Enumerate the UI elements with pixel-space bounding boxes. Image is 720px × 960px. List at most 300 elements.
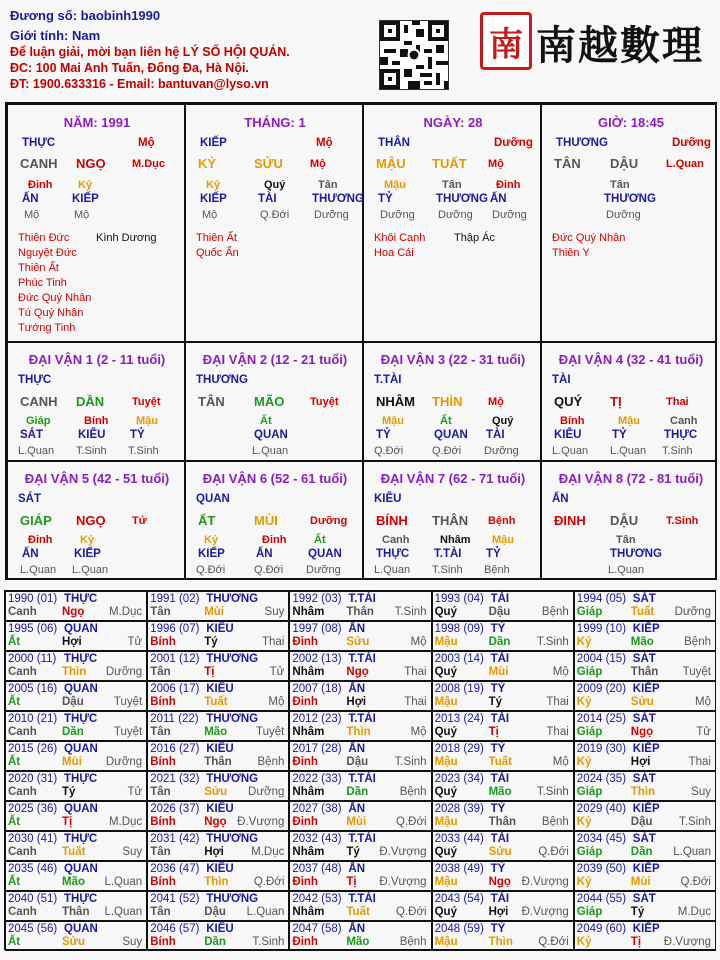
year-god: THỰC: [64, 653, 98, 665]
hidden-status: Mộ: [24, 209, 40, 221]
year-status: M.Dục: [108, 816, 143, 828]
year-god: KIÊU: [206, 803, 234, 815]
year-cell: [289, 801, 431, 831]
year-stem: Đinh: [292, 876, 318, 888]
pillar-god-status: Mộ: [316, 137, 333, 149]
year-cell: [147, 651, 289, 681]
year-cell: [147, 741, 289, 771]
year-branch: Ngọ: [488, 876, 511, 888]
year-status: L.Quan: [673, 846, 711, 858]
year-status: Suy: [691, 786, 711, 798]
year-god: TÀI: [490, 653, 510, 665]
year-branch: Dậu: [630, 816, 653, 828]
dai-van-god: QUAN: [196, 493, 230, 505]
dai-van-title: ĐẠI VẬN 3 (22 - 31 tuổi): [380, 352, 526, 367]
year-stem: Ất: [8, 696, 21, 708]
year-branch: Sửu: [346, 636, 370, 648]
year-label: 1995 (06): [8, 623, 58, 635]
year-stem: Kỷ: [576, 816, 592, 828]
year-status: Tử: [127, 636, 143, 648]
star-name: Kình Dương: [96, 232, 157, 244]
year-god: KIẾP: [632, 863, 660, 875]
dai-van-hidden-god: QUAN: [254, 429, 288, 441]
dai-van-title: ĐẠI VẬN 7 (62 - 71 tuổi): [380, 471, 526, 486]
pillar-cell: [185, 104, 363, 342]
pillar-title: THÁNG: 1: [244, 115, 306, 130]
year-cell: [432, 861, 574, 891]
year-status: Dưỡng: [105, 666, 143, 678]
year-stem: Bính: [150, 876, 176, 888]
year-status: T.Sinh: [536, 636, 569, 648]
year-stem: Quý: [434, 786, 457, 798]
year-cell: [5, 921, 147, 951]
dai-van-hidden-status: Dưỡng: [484, 445, 519, 457]
year-god: THƯƠNG: [206, 593, 259, 605]
dai-van-hidden-status: T.Sinh: [128, 445, 159, 457]
year-god: QUAN: [64, 803, 98, 815]
year-label: 2010 (21): [8, 713, 58, 725]
year-label: 1992 (03): [292, 593, 342, 605]
dai-van-hidden-god: KIẾP: [198, 548, 225, 560]
dai-van-hidden-god: ẤN: [22, 548, 39, 560]
year-stem: Tân: [150, 666, 171, 678]
year-stem: Ất: [8, 756, 21, 768]
year-branch: Ngọ: [62, 606, 85, 618]
dai-van-hidden-god: THƯƠNG: [610, 548, 662, 560]
year-stem: Ất: [8, 636, 21, 648]
hidden-status: Mộ: [74, 209, 90, 221]
year-cell: [574, 891, 716, 921]
year-cell: [147, 771, 289, 801]
year-god: T.TÀI: [348, 773, 376, 785]
branch-status: Mộ: [310, 158, 326, 170]
year-status: Bệnh: [684, 636, 711, 648]
year-cell: [432, 831, 574, 861]
year-table: [4, 590, 716, 950]
year-branch: Thân: [204, 756, 232, 768]
hidden-god: ẤN: [22, 193, 39, 205]
dai-van-cell: [363, 461, 541, 580]
branch-status: M.Dục: [132, 158, 165, 170]
year-branch: Tý: [204, 636, 218, 648]
year-god: KIẾP: [632, 743, 660, 755]
year-status: Đ.Vượng: [379, 846, 427, 858]
year-label: 2024 (35): [576, 773, 627, 785]
dai-van-stem: NHÂM: [376, 394, 415, 409]
dai-van-hidden-stem: Kỷ: [80, 534, 95, 546]
dai-van-hidden-stem: Ất: [260, 415, 272, 427]
year-cell: [5, 651, 147, 681]
year-label: 1990 (01): [8, 593, 58, 605]
pillar-god-status: Dưỡng: [672, 137, 711, 149]
year-status: Mộ: [410, 636, 427, 648]
year-cell: [5, 711, 147, 741]
dai-van-hidden-stem: Canh: [382, 534, 410, 546]
year-cell: [147, 711, 289, 741]
dai-van-hidden-stem: Đinh: [262, 534, 287, 546]
year-label: 2003 (14): [434, 653, 484, 665]
year-cell: [574, 831, 716, 861]
pillar-title: GIỜ: 18:45: [597, 115, 664, 130]
year-stem: Tân: [150, 606, 171, 618]
year-cell: [5, 591, 147, 621]
hidden-status: Dưỡng: [438, 209, 473, 221]
contact-line: Để luận giải, mời bạn liên hệ LÝ SỐ HỘI QUÁN.: [10, 45, 290, 59]
year-branch: Dần: [488, 636, 511, 648]
year-god: SÁT: [632, 833, 656, 845]
heavenly-stem: CANH: [20, 156, 58, 171]
year-cell: [574, 771, 716, 801]
dai-van-status: Mộ: [488, 396, 504, 408]
year-god: TÀI: [490, 893, 510, 905]
hidden-stem: Kỷ: [206, 179, 221, 191]
year-status: Bệnh: [399, 936, 427, 948]
star-name: Thiên Y: [552, 247, 590, 259]
year-status: T.Sinh: [679, 816, 711, 828]
star-name: Thiên Ất: [18, 262, 59, 274]
year-cell: [5, 861, 147, 891]
star-name: Đức Quý Nhân: [552, 232, 626, 244]
dai-van-cell: [185, 461, 363, 580]
dai-van-hidden-status: Q.Đới: [254, 564, 284, 576]
year-branch: Mão: [346, 936, 370, 948]
year-god: SÁT: [632, 653, 656, 665]
year-branch: Thìn: [346, 726, 371, 738]
year-cell: [574, 681, 716, 711]
year-label: 2036 (47): [150, 863, 200, 875]
year-stem: Bính: [150, 936, 176, 948]
year-god: TÀI: [490, 833, 510, 845]
year-status: Suy: [122, 846, 143, 858]
dai-van-hidden-stem: Bính: [560, 415, 585, 427]
year-cell: [432, 651, 574, 681]
year-stem: Mậu: [434, 936, 458, 948]
dai-van-hidden-god: QUAN: [434, 429, 468, 441]
year-stem: Giáp: [576, 726, 603, 738]
dai-van-cell: [541, 461, 717, 580]
year-stem: Giáp: [576, 846, 603, 858]
year-stem: Bính: [150, 636, 176, 648]
year-label: 2021 (32): [150, 773, 200, 785]
year-stem: Quý: [434, 906, 457, 918]
hidden-god: THƯƠNG: [312, 193, 364, 205]
dai-van-status: Bệnh: [488, 515, 516, 527]
year-branch: Mùi: [62, 756, 82, 768]
dai-van-status: Tuyệt: [310, 396, 339, 408]
year-status: Mộ: [695, 696, 711, 708]
star-name: Đức Quý Nhân: [18, 292, 92, 304]
year-branch: Tuất: [204, 696, 228, 708]
year-branch: Mùi: [488, 666, 509, 678]
year-status: Tử: [127, 786, 143, 798]
year-cell: [289, 591, 431, 621]
year-label: 2045 (56): [8, 923, 58, 935]
year-status: Mộ: [552, 666, 569, 678]
year-status: Tuyệt: [256, 726, 285, 738]
year-status: L.Quan: [246, 906, 285, 918]
year-label: 2033 (44): [434, 833, 484, 845]
year-stem: Tân: [150, 726, 171, 738]
year-branch: Thìn: [630, 786, 656, 798]
dai-van-hidden-stem: Bính: [84, 415, 109, 427]
year-god: QUAN: [64, 623, 98, 635]
year-stem: Mậu: [434, 816, 458, 828]
dai-van-branch: TỊ: [610, 394, 622, 409]
year-stem: Tân: [150, 906, 171, 918]
year-label: 2040 (51): [8, 893, 58, 905]
year-branch: Thân: [346, 606, 374, 618]
year-branch: Dần: [62, 726, 84, 738]
year-status: Bệnh: [541, 606, 569, 618]
year-status: T.Sinh: [252, 936, 285, 948]
year-cell: [147, 591, 289, 621]
year-stem: Nhâm: [292, 666, 325, 678]
year-stem: Quý: [434, 726, 457, 738]
dai-van-hidden-status: L.Quan: [552, 445, 589, 457]
year-label: 2028 (39): [434, 803, 484, 815]
year-status: M.Dục: [251, 846, 285, 858]
header-info: [10, 8, 290, 92]
year-branch: Sửu: [630, 696, 654, 708]
dai-van-cell: [185, 342, 363, 461]
dai-van-hidden-status: L.Quan: [20, 564, 57, 576]
dai-van-stem: TÂN: [198, 394, 225, 409]
dai-van-title: ĐẠI VẬN 2 (12 - 21 tuổi): [202, 352, 348, 367]
year-cell: [574, 711, 716, 741]
year-cell: [147, 681, 289, 711]
chart-grid: [5, 102, 717, 580]
dai-van-god: ẤN: [552, 493, 569, 505]
year-god: SÁT: [632, 713, 656, 725]
dai-van-branch: MÙI: [254, 513, 278, 528]
year-branch: Mùi: [346, 816, 367, 828]
year-label: 2030 (41): [8, 833, 58, 845]
dai-van-hidden-god: THỰC: [664, 429, 698, 441]
dai-van-hidden-stem: Kỷ: [204, 534, 219, 546]
year-status: M.Dục: [108, 606, 143, 618]
pillar-god: THƯƠNG: [556, 137, 608, 149]
year-label: 2018 (29): [434, 743, 484, 755]
dai-van-hidden-stem: Mậu: [492, 534, 514, 546]
year-god: TỶ: [490, 743, 506, 755]
year-god: TÀI: [490, 593, 510, 605]
year-status: Tuyệt: [682, 666, 711, 678]
year-status: Mộ: [410, 726, 427, 738]
year-god: TÀI: [490, 773, 510, 785]
year-cell: [5, 741, 147, 771]
year-branch: Tý: [488, 696, 503, 708]
dai-van-hidden-stem: Mậu: [382, 415, 404, 427]
hidden-god: KIẾP: [72, 193, 99, 205]
year-god: T.TÀI: [348, 653, 376, 665]
year-status: Q.Đới: [253, 876, 285, 888]
year-branch: Tuất: [488, 756, 513, 768]
year-label: 2017 (28): [292, 743, 342, 755]
dai-van-cell: [363, 342, 541, 461]
year-branch: Mão: [630, 636, 654, 648]
hidden-stem: Đinh: [28, 179, 53, 191]
pillar-title: NĂM: 1991: [63, 115, 131, 130]
year-branch: Mão: [488, 786, 512, 798]
dai-van-god: KIÊU: [374, 493, 402, 505]
year-status: T.Sinh: [536, 786, 569, 798]
year-status: L.Quan: [104, 906, 143, 918]
dai-van-hidden-stem: Quý: [492, 415, 514, 427]
dai-van-hidden-status: L.Quan: [374, 564, 411, 576]
qr-code-icon: [379, 20, 449, 90]
year-status: L.Quan: [104, 876, 143, 888]
star-name: Thập Ác: [454, 232, 495, 244]
year-stem: Ất: [8, 816, 21, 828]
pillar-god-status: Mộ: [138, 137, 155, 149]
year-cell: [432, 711, 574, 741]
year-stem: Kỷ: [576, 936, 592, 948]
hidden-stem: Kỷ: [78, 179, 93, 191]
earthly-branch: TUẤT: [432, 156, 467, 171]
year-god: KIÊU: [206, 743, 234, 755]
year-label: 2032 (43): [292, 833, 342, 845]
dai-van-hidden-god: SÁT: [20, 429, 43, 441]
year-cell: [5, 771, 147, 801]
year-label: 2005 (16): [8, 683, 58, 695]
year-label: 2004 (15): [576, 653, 627, 665]
year-branch: Tị: [204, 666, 215, 678]
year-label: 1999 (10): [576, 623, 627, 635]
year-status: Q.Đới: [396, 816, 427, 828]
year-cell: [289, 891, 431, 921]
year-cell: [289, 741, 431, 771]
year-branch: Thìn: [488, 936, 513, 948]
year-label: 1996 (07): [150, 623, 200, 635]
year-stem: Nhâm: [292, 606, 325, 618]
year-status: Mộ: [552, 756, 569, 768]
year-god: THỰC: [64, 773, 98, 785]
year-cell: [432, 741, 574, 771]
hidden-stem: Tân: [318, 179, 338, 191]
year-stem: Mậu: [434, 756, 458, 768]
year-label: 2011 (22): [150, 713, 199, 725]
year-god: KIÊU: [206, 683, 234, 695]
year-stem: Mậu: [434, 696, 458, 708]
year-god: KIẾP: [632, 683, 660, 695]
dai-van-branch: DẦN: [76, 394, 105, 409]
year-label: 2031 (42): [150, 833, 200, 845]
year-cell: [432, 621, 574, 651]
year-branch: Hợi: [204, 846, 224, 858]
year-label: 2047 (58): [292, 923, 342, 935]
star-name: Khôi Canh: [374, 232, 426, 244]
year-label: 2012 (23): [292, 713, 342, 725]
year-stem: Nhâm: [292, 726, 325, 738]
year-label: 2008 (19): [434, 683, 484, 695]
year-branch: Sửu: [62, 936, 86, 948]
dai-van-status: Thai: [666, 396, 689, 408]
year-cell: [289, 711, 431, 741]
year-label: 2006 (17): [150, 683, 200, 695]
year-god: ẤN: [348, 743, 366, 755]
dai-van-title: ĐẠI VẬN 6 (52 - 61 tuổi): [202, 471, 348, 486]
dai-van-title: ĐẠI VẬN 5 (42 - 51 tuổi): [24, 471, 170, 486]
year-label: 2046 (57): [150, 923, 200, 935]
year-cell: [289, 831, 431, 861]
dai-van-title: ĐẠI VẬN 1 (2 - 11 tuổi): [28, 352, 166, 367]
dai-van-god: THỰC: [18, 374, 52, 386]
heavenly-stem: KỶ: [198, 156, 217, 171]
year-branch: Dần: [630, 846, 653, 858]
year-branch: Hợi: [346, 696, 367, 708]
dai-van-branch: THÌN: [432, 394, 463, 409]
year-god: TỶ: [490, 923, 506, 935]
year-stem: Nhâm: [292, 786, 325, 798]
dai-van-status: Tuyệt: [132, 396, 161, 408]
gender: Giới tính: Nam: [10, 28, 101, 43]
year-label: 2007 (18): [292, 683, 342, 695]
year-branch: Hợi: [488, 906, 509, 918]
year-cell: [574, 621, 716, 651]
year-status: Thai: [546, 696, 569, 708]
year-branch: Tị: [346, 876, 357, 888]
year-status: Suy: [122, 936, 143, 948]
year-cell: [147, 921, 289, 951]
phone-email: ĐT: 1900.633316 - Email: bantuvan@lyso.vn: [10, 77, 269, 91]
year-label: 2029 (40): [576, 803, 627, 815]
year-branch: Thân: [630, 666, 659, 678]
year-branch: Dậu: [62, 696, 84, 708]
year-god: SÁT: [632, 773, 656, 785]
dai-van-title: ĐẠI VẬN 4 (32 - 41 tuổi): [558, 352, 704, 367]
year-status: Bệnh: [257, 756, 285, 768]
year-cell: [432, 681, 574, 711]
year-status: Dưỡng: [248, 786, 285, 798]
year-god: ẤN: [348, 623, 366, 635]
year-god: T.TÀI: [348, 833, 376, 845]
year-cell: [5, 831, 147, 861]
year-branch: Mão: [204, 726, 228, 738]
heavenly-stem: TÂN: [554, 156, 581, 171]
hidden-god: THƯƠNG: [436, 193, 488, 205]
year-status: Đ.Vượng: [521, 906, 569, 918]
year-cell: [574, 921, 716, 951]
dai-van-hidden-god: TỶ: [130, 429, 145, 441]
dai-van-hidden-status: Q.Đới: [196, 564, 226, 576]
year-stem: Kỷ: [576, 876, 592, 888]
hidden-god: KIẾP: [200, 193, 227, 205]
year-stem: Giáp: [576, 786, 603, 798]
year-label: 2013 (24): [434, 713, 484, 725]
dai-van-hidden-stem: Giáp: [26, 415, 51, 427]
branch-status: Mộ: [488, 158, 504, 170]
year-stem: Bính: [150, 816, 176, 828]
dai-van-title: ĐẠI VẬN 8 (72 - 81 tuổi): [558, 471, 704, 486]
year-status: Q.Đới: [538, 936, 569, 948]
year-stem: Nhâm: [292, 906, 325, 918]
year-cell: [574, 591, 716, 621]
year-god: KIÊU: [206, 623, 234, 635]
dai-van-hidden-stem: Ất: [440, 415, 452, 427]
year-stem: Bính: [150, 696, 176, 708]
year-label: 2016 (27): [150, 743, 200, 755]
year-branch: Ngọ: [346, 666, 369, 678]
branch-status: L.Quan: [666, 158, 704, 170]
year-cell: [432, 891, 574, 921]
year-status: Mộ: [268, 696, 285, 708]
star-name: Phúc Tinh: [18, 277, 67, 289]
dai-van-cell: [7, 461, 185, 580]
year-branch: Tuất: [630, 606, 655, 618]
year-branch: Tý: [346, 846, 360, 858]
year-branch: Tuất: [62, 846, 86, 858]
year-stem: Đinh: [292, 696, 318, 708]
